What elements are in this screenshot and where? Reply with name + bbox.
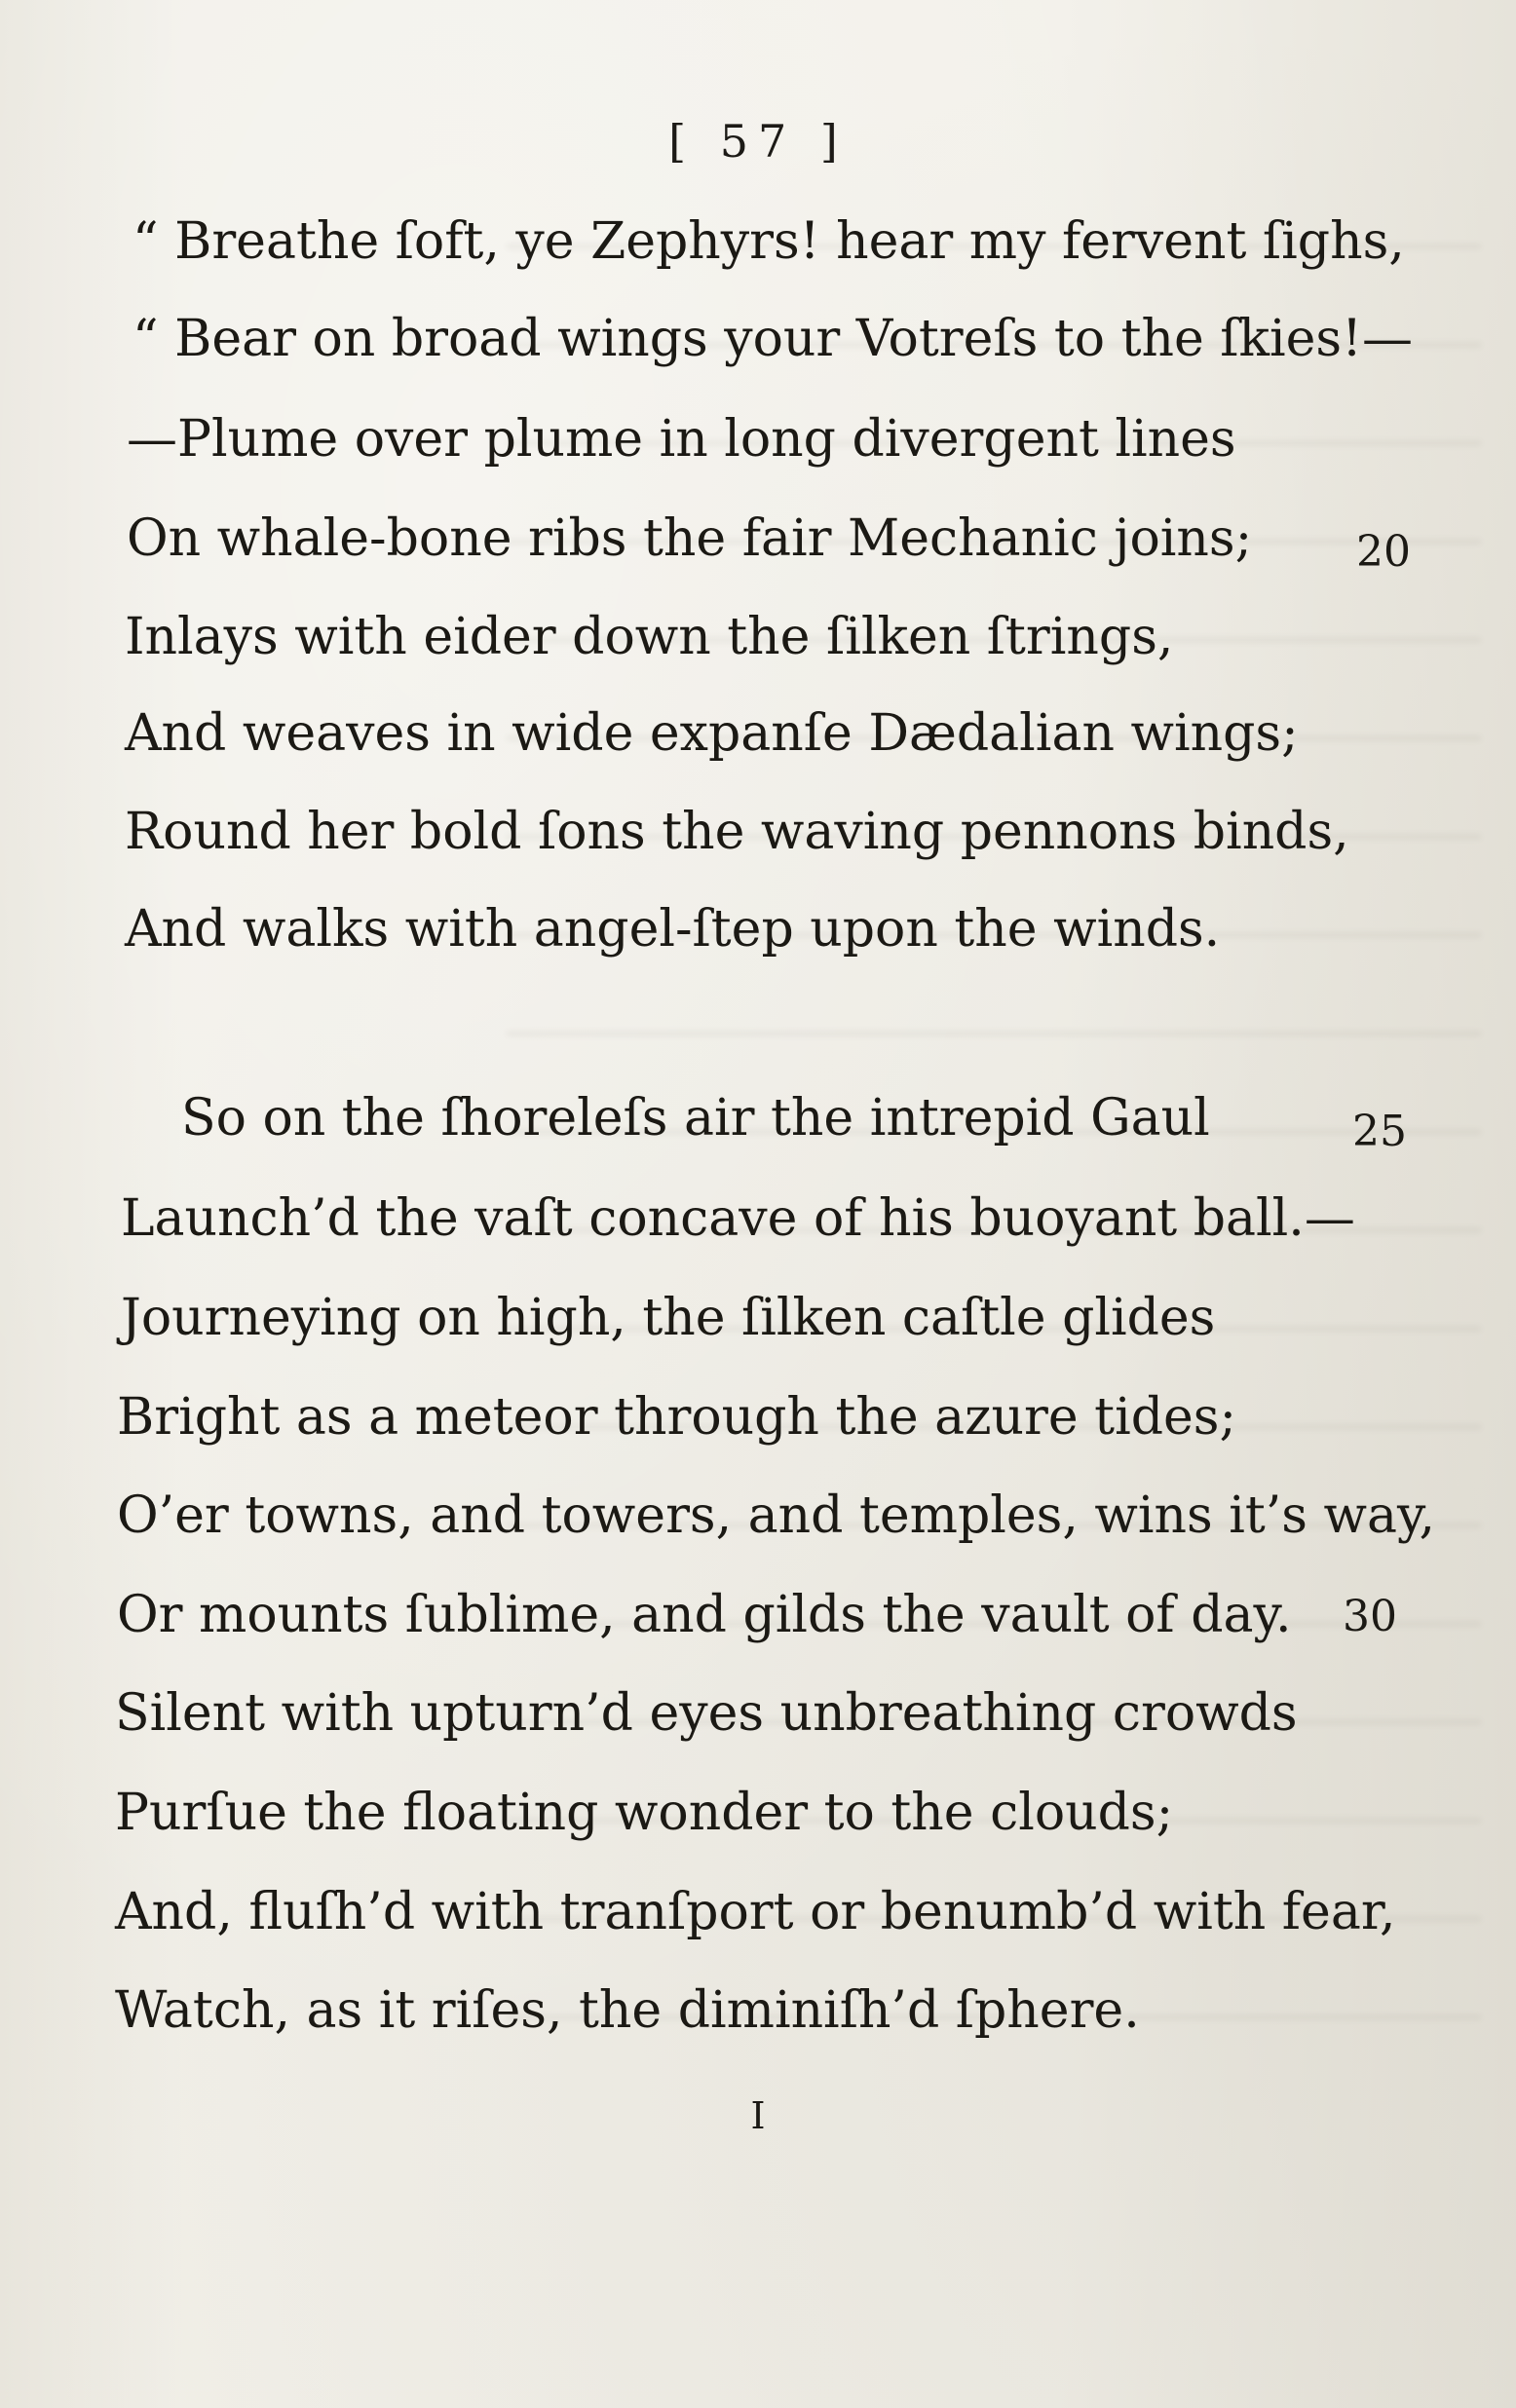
verse-text: “ Breathe ſoft, ye Zephyrs! hear my fervent ſighs, bbox=[133, 212, 1405, 271]
verse-text: On whale-bone ribs the fair Mechanic joins; bbox=[127, 509, 1253, 568]
verse-text: And walks with angel-ſtep upon the winds. bbox=[125, 900, 1221, 959]
verse-text: Purſue the floating wonder to the clouds; bbox=[115, 1784, 1174, 1842]
line-number: 25 bbox=[1352, 1107, 1407, 1156]
verse-text: Or mounts ſublime, and gilds the vault of day. bbox=[117, 1586, 1292, 1644]
verse-text: Journeying on high, the ſilken caſtle glides bbox=[121, 1289, 1216, 1347]
page-number: [ 57 ] bbox=[668, 115, 848, 168]
verse-text: “ Bear on broad wings your Votreſs to the ſkies!— bbox=[133, 310, 1414, 368]
line-number: 30 bbox=[1343, 1592, 1397, 1641]
verse-text: So on the ſhoreleſs air the intrepid Gaul bbox=[181, 1089, 1210, 1148]
verse-text: Silent with upturn’d eyes unbreathing crowds bbox=[115, 1684, 1298, 1743]
signature-mark: I bbox=[750, 2094, 766, 2137]
line-number: 20 bbox=[1356, 527, 1411, 577]
verse-text: O’er towns, and towers, and temples, wins it’s way, bbox=[117, 1486, 1436, 1545]
verse-text: And weaves in wide expanſe Dædalian wings; bbox=[125, 704, 1299, 763]
verse-text: —Plume over plume in long divergent lines bbox=[127, 410, 1236, 469]
verse-text: Watch, as it riſes, the diminiſh’d ſphere. bbox=[115, 1981, 1140, 2040]
verse-text: Launch’d the vaſt concave of his buoyant ball.— bbox=[121, 1189, 1355, 1248]
verse-text: Inlays with eider down the ſilken ſtrings, bbox=[125, 608, 1174, 666]
verse-text: Bright as a meteor through the azure tides; bbox=[117, 1388, 1236, 1447]
verse-text: Round her bold ſons the waving pennons binds, bbox=[125, 803, 1349, 861]
verse-text: And, fluſh’d with tranſport or benumb’d with fear, bbox=[115, 1883, 1396, 1941]
